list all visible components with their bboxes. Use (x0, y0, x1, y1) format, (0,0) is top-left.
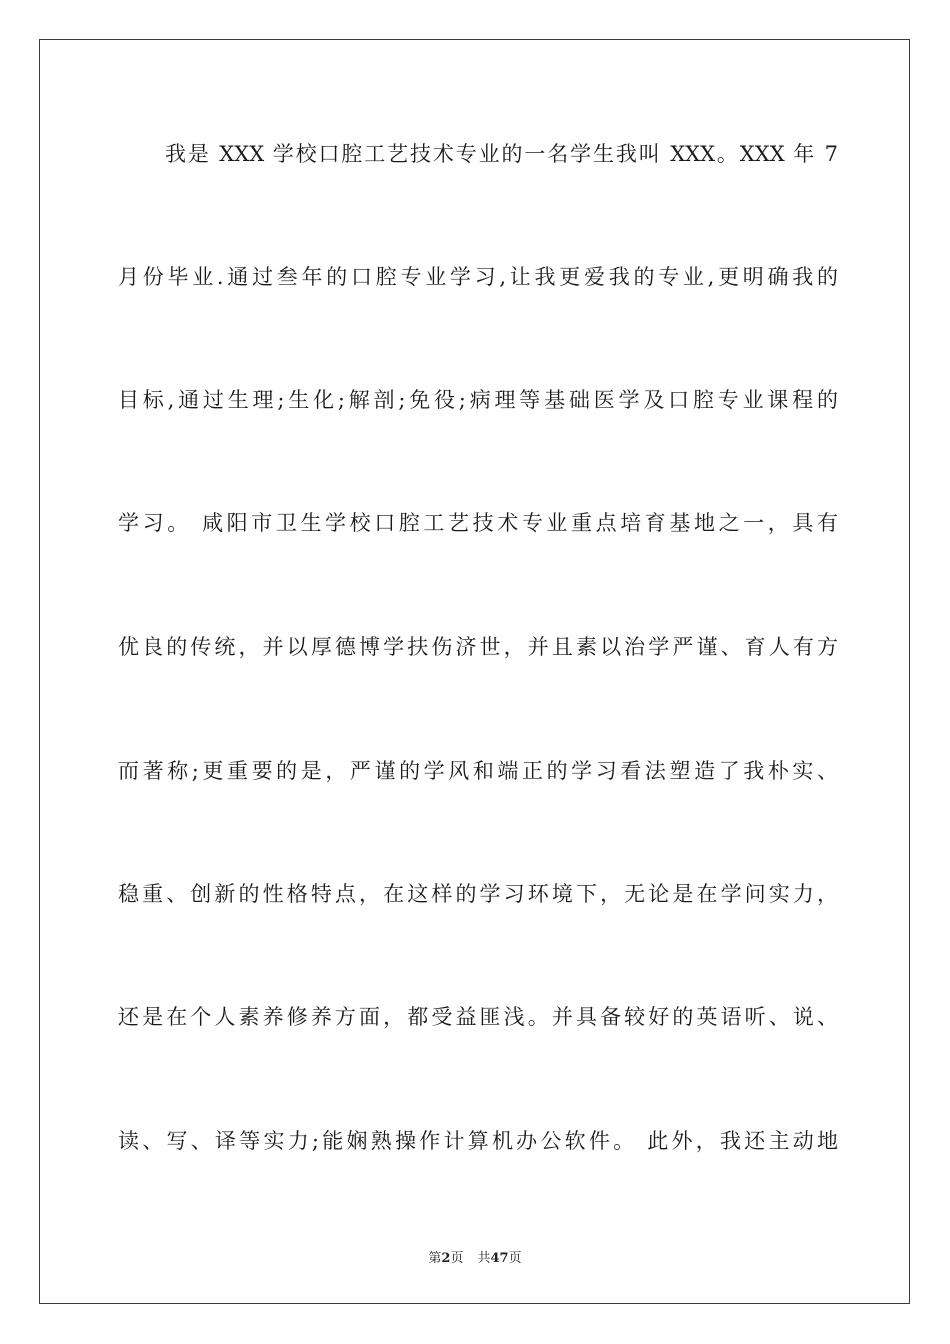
paragraph-line-2: 月份毕业.通过叁年的口腔专业学习,让我更爱我的专业,更明确我的 (118, 265, 838, 289)
paragraph-line-3: 目标,通过生理;生化;解剖;免役;病理等基础医学及口腔专业课程的 (118, 388, 838, 412)
total-pages: 47 (490, 1251, 509, 1266)
total-suffix: 页 (508, 1251, 522, 1266)
paragraph-line-7: 稳重、创新的性格特点，在这样的学习环境下，无论是在学问实力， (118, 882, 838, 906)
page-number: 2 (441, 1251, 451, 1266)
paragraph-line-5: 优良的传统，并以厚德博学扶伤济世，并且素以治学严谨、育人有方 (118, 635, 838, 659)
page-suffix: 页 (450, 1251, 464, 1266)
page-prefix: 第 (428, 1251, 442, 1266)
paragraph-line-9: 读、写、译等实力;能娴熟操作计算机办公软件。 此外，我还主动地 (118, 1129, 838, 1153)
page-border (39, 39, 910, 1304)
paragraph-line-6: 而著称;更重要的是，严谨的学风和端正的学习看法塑造了我朴实、 (118, 759, 838, 783)
paragraph-line-1: 我是 XXX 学校口腔工艺技术专业的一名学生我叫 XXX。XXX 年 7 (165, 142, 838, 166)
paragraph-line-4: 学习。 咸阳市卫生学校口腔工艺技术专业重点培育基地之一，具有 (118, 511, 838, 535)
page-footer (0, 1247, 950, 1266)
paragraph-line-8: 还是在个人素养修养方面，都受益匪浅。并具备较好的英语听、说、 (118, 1005, 838, 1029)
total-prefix: 共 (477, 1251, 491, 1266)
